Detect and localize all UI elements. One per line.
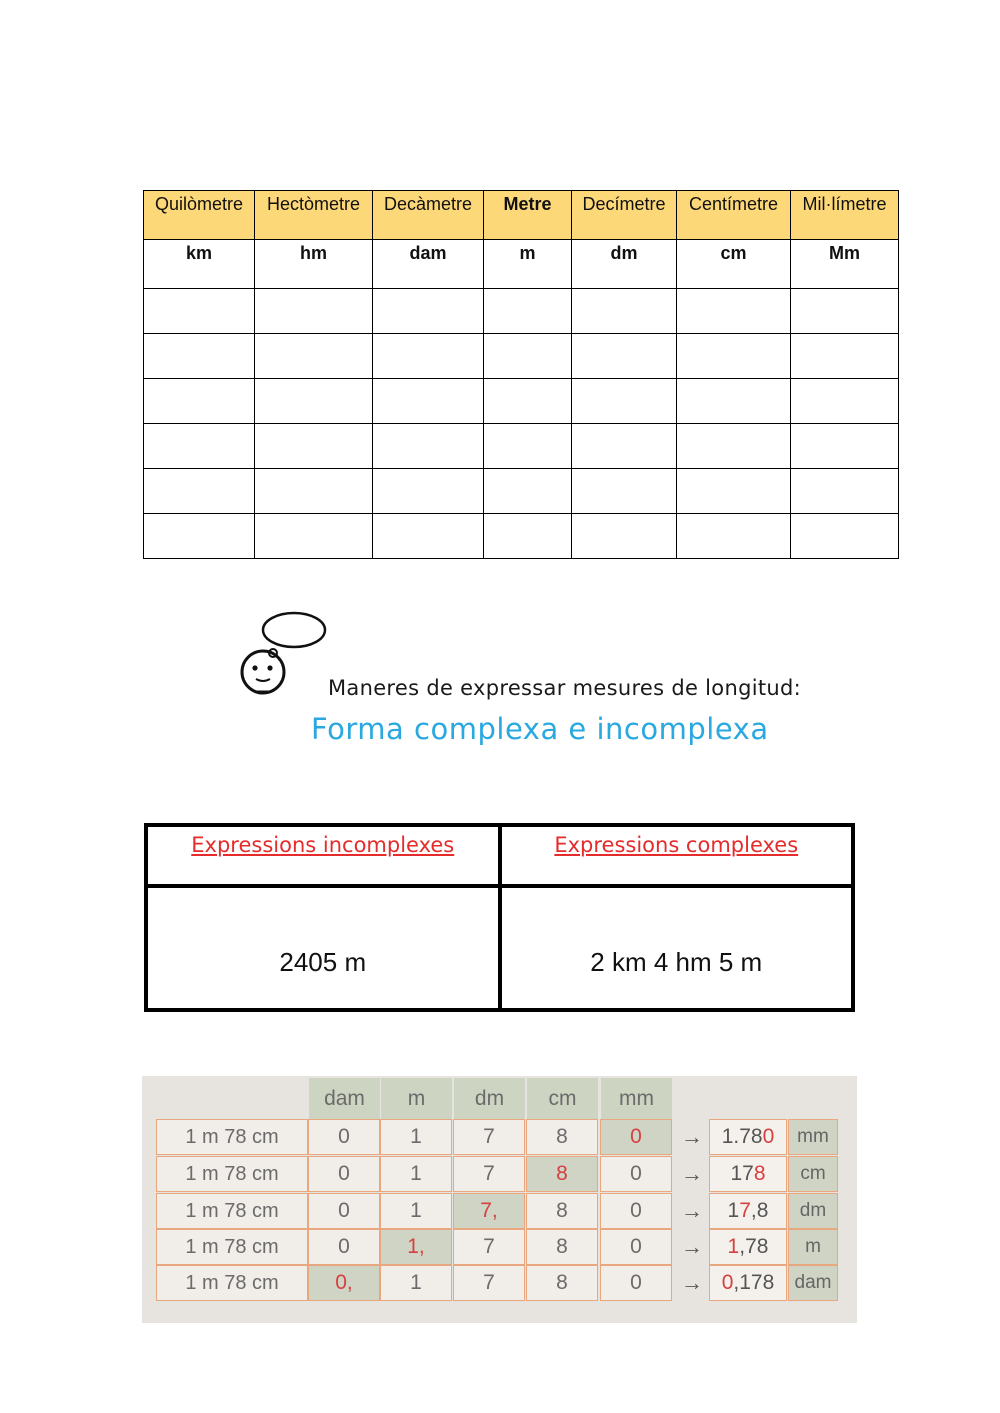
digit-cell: 8 xyxy=(526,1193,598,1229)
digit-cell: 7 xyxy=(453,1156,525,1192)
result-cell xyxy=(709,1193,787,1229)
unit-cell: dm xyxy=(788,1193,838,1229)
column-header-dm: dm xyxy=(453,1078,525,1119)
result-cell xyxy=(709,1119,787,1155)
empty-row xyxy=(144,514,899,559)
row-label: 1 m 78 cm xyxy=(156,1265,308,1301)
empty-cell[interactable] xyxy=(791,334,899,379)
empty-cell[interactable] xyxy=(255,289,373,334)
result-part: 1 xyxy=(727,1199,740,1222)
empty-cell[interactable] xyxy=(255,469,373,514)
unit-cell: dam xyxy=(788,1265,838,1301)
empty-cell[interactable] xyxy=(255,334,373,379)
empty-cell[interactable] xyxy=(484,424,572,469)
expressions-table xyxy=(144,823,855,1012)
result-part: 17 xyxy=(730,1162,754,1185)
value-incomplexa: 2405 m xyxy=(146,886,500,1010)
result-part: ,178 xyxy=(733,1271,775,1294)
subtitle: Forma complexa e incomplexa xyxy=(311,712,769,746)
abbr-m: m xyxy=(484,240,572,289)
header-incomplexes: Expressions incomplexes xyxy=(146,825,500,886)
empty-row xyxy=(144,334,899,379)
empty-cell[interactable] xyxy=(677,379,791,424)
digit-cell: 7 xyxy=(453,1119,525,1155)
digit-cell: 7, xyxy=(453,1193,525,1229)
empty-cell[interactable] xyxy=(677,289,791,334)
thinking-face-icon xyxy=(236,606,332,702)
result-cell xyxy=(709,1265,787,1301)
empty-cell[interactable] xyxy=(373,379,484,424)
unit-cell: mm xyxy=(788,1119,838,1155)
header-millimetre: Mil·límetre xyxy=(791,191,899,240)
units-table xyxy=(143,190,899,559)
column-header-dam: dam xyxy=(308,1078,380,1119)
digit-cell: 7 xyxy=(453,1229,525,1265)
empty-cell[interactable] xyxy=(572,469,677,514)
empty-cell[interactable] xyxy=(373,289,484,334)
row-label: 1 m 78 cm xyxy=(156,1119,308,1155)
empty-cell[interactable] xyxy=(677,424,791,469)
empty-cell[interactable] xyxy=(572,334,677,379)
abbr-dm: dm xyxy=(572,240,677,289)
result-part: ,78 xyxy=(739,1235,769,1258)
result-highlight: 0 xyxy=(762,1125,775,1148)
result-highlight: 7 xyxy=(739,1199,751,1222)
digit-cell: 8 xyxy=(526,1156,598,1192)
header-quilometre: Quilòmetre xyxy=(144,191,255,240)
empty-cell[interactable] xyxy=(791,289,899,334)
row-label: 1 m 78 cm xyxy=(156,1156,308,1192)
result-highlight: 1 xyxy=(727,1235,740,1258)
empty-cell[interactable] xyxy=(255,514,373,559)
digit-cell: 1 xyxy=(380,1193,452,1229)
empty-cell[interactable] xyxy=(484,379,572,424)
arrow-icon: → xyxy=(681,1270,703,1295)
digit-cell: 1 xyxy=(380,1265,452,1301)
digit-cell: 0 xyxy=(308,1156,380,1192)
unit-cell: cm xyxy=(788,1156,838,1192)
units-abbr-row xyxy=(144,240,899,289)
empty-cell[interactable] xyxy=(572,514,677,559)
empty-cell[interactable] xyxy=(144,424,255,469)
empty-cell[interactable] xyxy=(373,334,484,379)
digit-cell: 8 xyxy=(526,1229,598,1265)
empty-cell[interactable] xyxy=(255,424,373,469)
result-highlight: 0 xyxy=(721,1271,734,1294)
arrow-icon: → xyxy=(681,1198,703,1223)
digit-cell: 1, xyxy=(380,1229,452,1265)
digit-cell: 0 xyxy=(308,1193,380,1229)
empty-cell[interactable] xyxy=(144,334,255,379)
empty-cell[interactable] xyxy=(572,289,677,334)
arrow-icon: → xyxy=(681,1124,703,1149)
column-header-cm: cm xyxy=(526,1078,598,1119)
empty-cell[interactable] xyxy=(484,469,572,514)
arrow-icon: → xyxy=(681,1161,703,1186)
empty-cell[interactable] xyxy=(144,469,255,514)
column-header-m: m xyxy=(380,1078,452,1119)
expressions-header-row xyxy=(146,825,853,886)
row-label: 1 m 78 cm xyxy=(156,1193,308,1229)
empty-row xyxy=(144,424,899,469)
empty-cell[interactable] xyxy=(373,469,484,514)
intro-text: Maneres de expressar mesures de longitud: xyxy=(328,676,801,700)
row-label: 1 m 78 cm xyxy=(156,1229,308,1265)
empty-cell[interactable] xyxy=(791,379,899,424)
empty-row xyxy=(144,289,899,334)
value-complexa: 2 km 4 hm 5 m xyxy=(500,886,854,1010)
digit-cell: 0 xyxy=(600,1193,672,1229)
empty-cell[interactable] xyxy=(572,379,677,424)
header-centimetre: Centímetre xyxy=(677,191,791,240)
conversion-table-photo xyxy=(142,1076,857,1323)
arrow-icon: → xyxy=(681,1234,703,1259)
abbr-cm: cm xyxy=(677,240,791,289)
result-part: ,8 xyxy=(750,1199,769,1222)
empty-cell[interactable] xyxy=(572,424,677,469)
empty-cell[interactable] xyxy=(144,379,255,424)
empty-cell[interactable] xyxy=(373,424,484,469)
digit-cell: 1 xyxy=(380,1119,452,1155)
empty-cell[interactable] xyxy=(791,514,899,559)
empty-cell[interactable] xyxy=(484,289,572,334)
empty-cell[interactable] xyxy=(791,424,899,469)
abbr-hm: hm xyxy=(255,240,373,289)
header-hectometre: Hectòmetre xyxy=(255,191,373,240)
empty-cell[interactable] xyxy=(484,514,572,559)
abbr-dam: dam xyxy=(373,240,484,289)
digit-cell: 0 xyxy=(600,1265,672,1301)
digit-cell: 0 xyxy=(600,1229,672,1265)
units-header-row xyxy=(144,191,899,240)
digit-cell: 0 xyxy=(600,1156,672,1192)
header-metre: Metre xyxy=(484,191,572,240)
abbr-mm: Mm xyxy=(791,240,899,289)
empty-cell[interactable] xyxy=(677,514,791,559)
digit-cell: 0 xyxy=(308,1229,380,1265)
result-cell xyxy=(709,1229,787,1265)
empty-cell[interactable] xyxy=(791,469,899,514)
empty-row xyxy=(144,379,899,424)
abbr-km: km xyxy=(144,240,255,289)
empty-cell[interactable] xyxy=(373,514,484,559)
result-part: 1.78 xyxy=(721,1125,763,1148)
digit-cell: 0, xyxy=(308,1265,380,1301)
empty-cell[interactable] xyxy=(144,514,255,559)
digit-cell: 0 xyxy=(600,1119,672,1155)
header-complexes: Expressions complexes xyxy=(500,825,854,886)
digit-cell: 7 xyxy=(453,1265,525,1301)
empty-cell[interactable] xyxy=(144,289,255,334)
expressions-value-row xyxy=(146,886,853,1010)
header-decimetre: Decímetre xyxy=(572,191,677,240)
empty-cell[interactable] xyxy=(255,379,373,424)
unit-cell: m xyxy=(788,1229,838,1265)
empty-cell[interactable] xyxy=(677,334,791,379)
column-header-mm: mm xyxy=(600,1078,672,1119)
result-cell xyxy=(709,1156,787,1192)
digit-cell: 0 xyxy=(308,1119,380,1155)
result-highlight: 8 xyxy=(753,1162,766,1185)
digit-cell: 8 xyxy=(526,1119,598,1155)
empty-cell[interactable] xyxy=(484,334,572,379)
empty-row xyxy=(144,469,899,514)
empty-cell[interactable] xyxy=(677,469,791,514)
digit-cell: 8 xyxy=(526,1265,598,1301)
digit-cell: 1 xyxy=(380,1156,452,1192)
header-decametre: Decàmetre xyxy=(373,191,484,240)
